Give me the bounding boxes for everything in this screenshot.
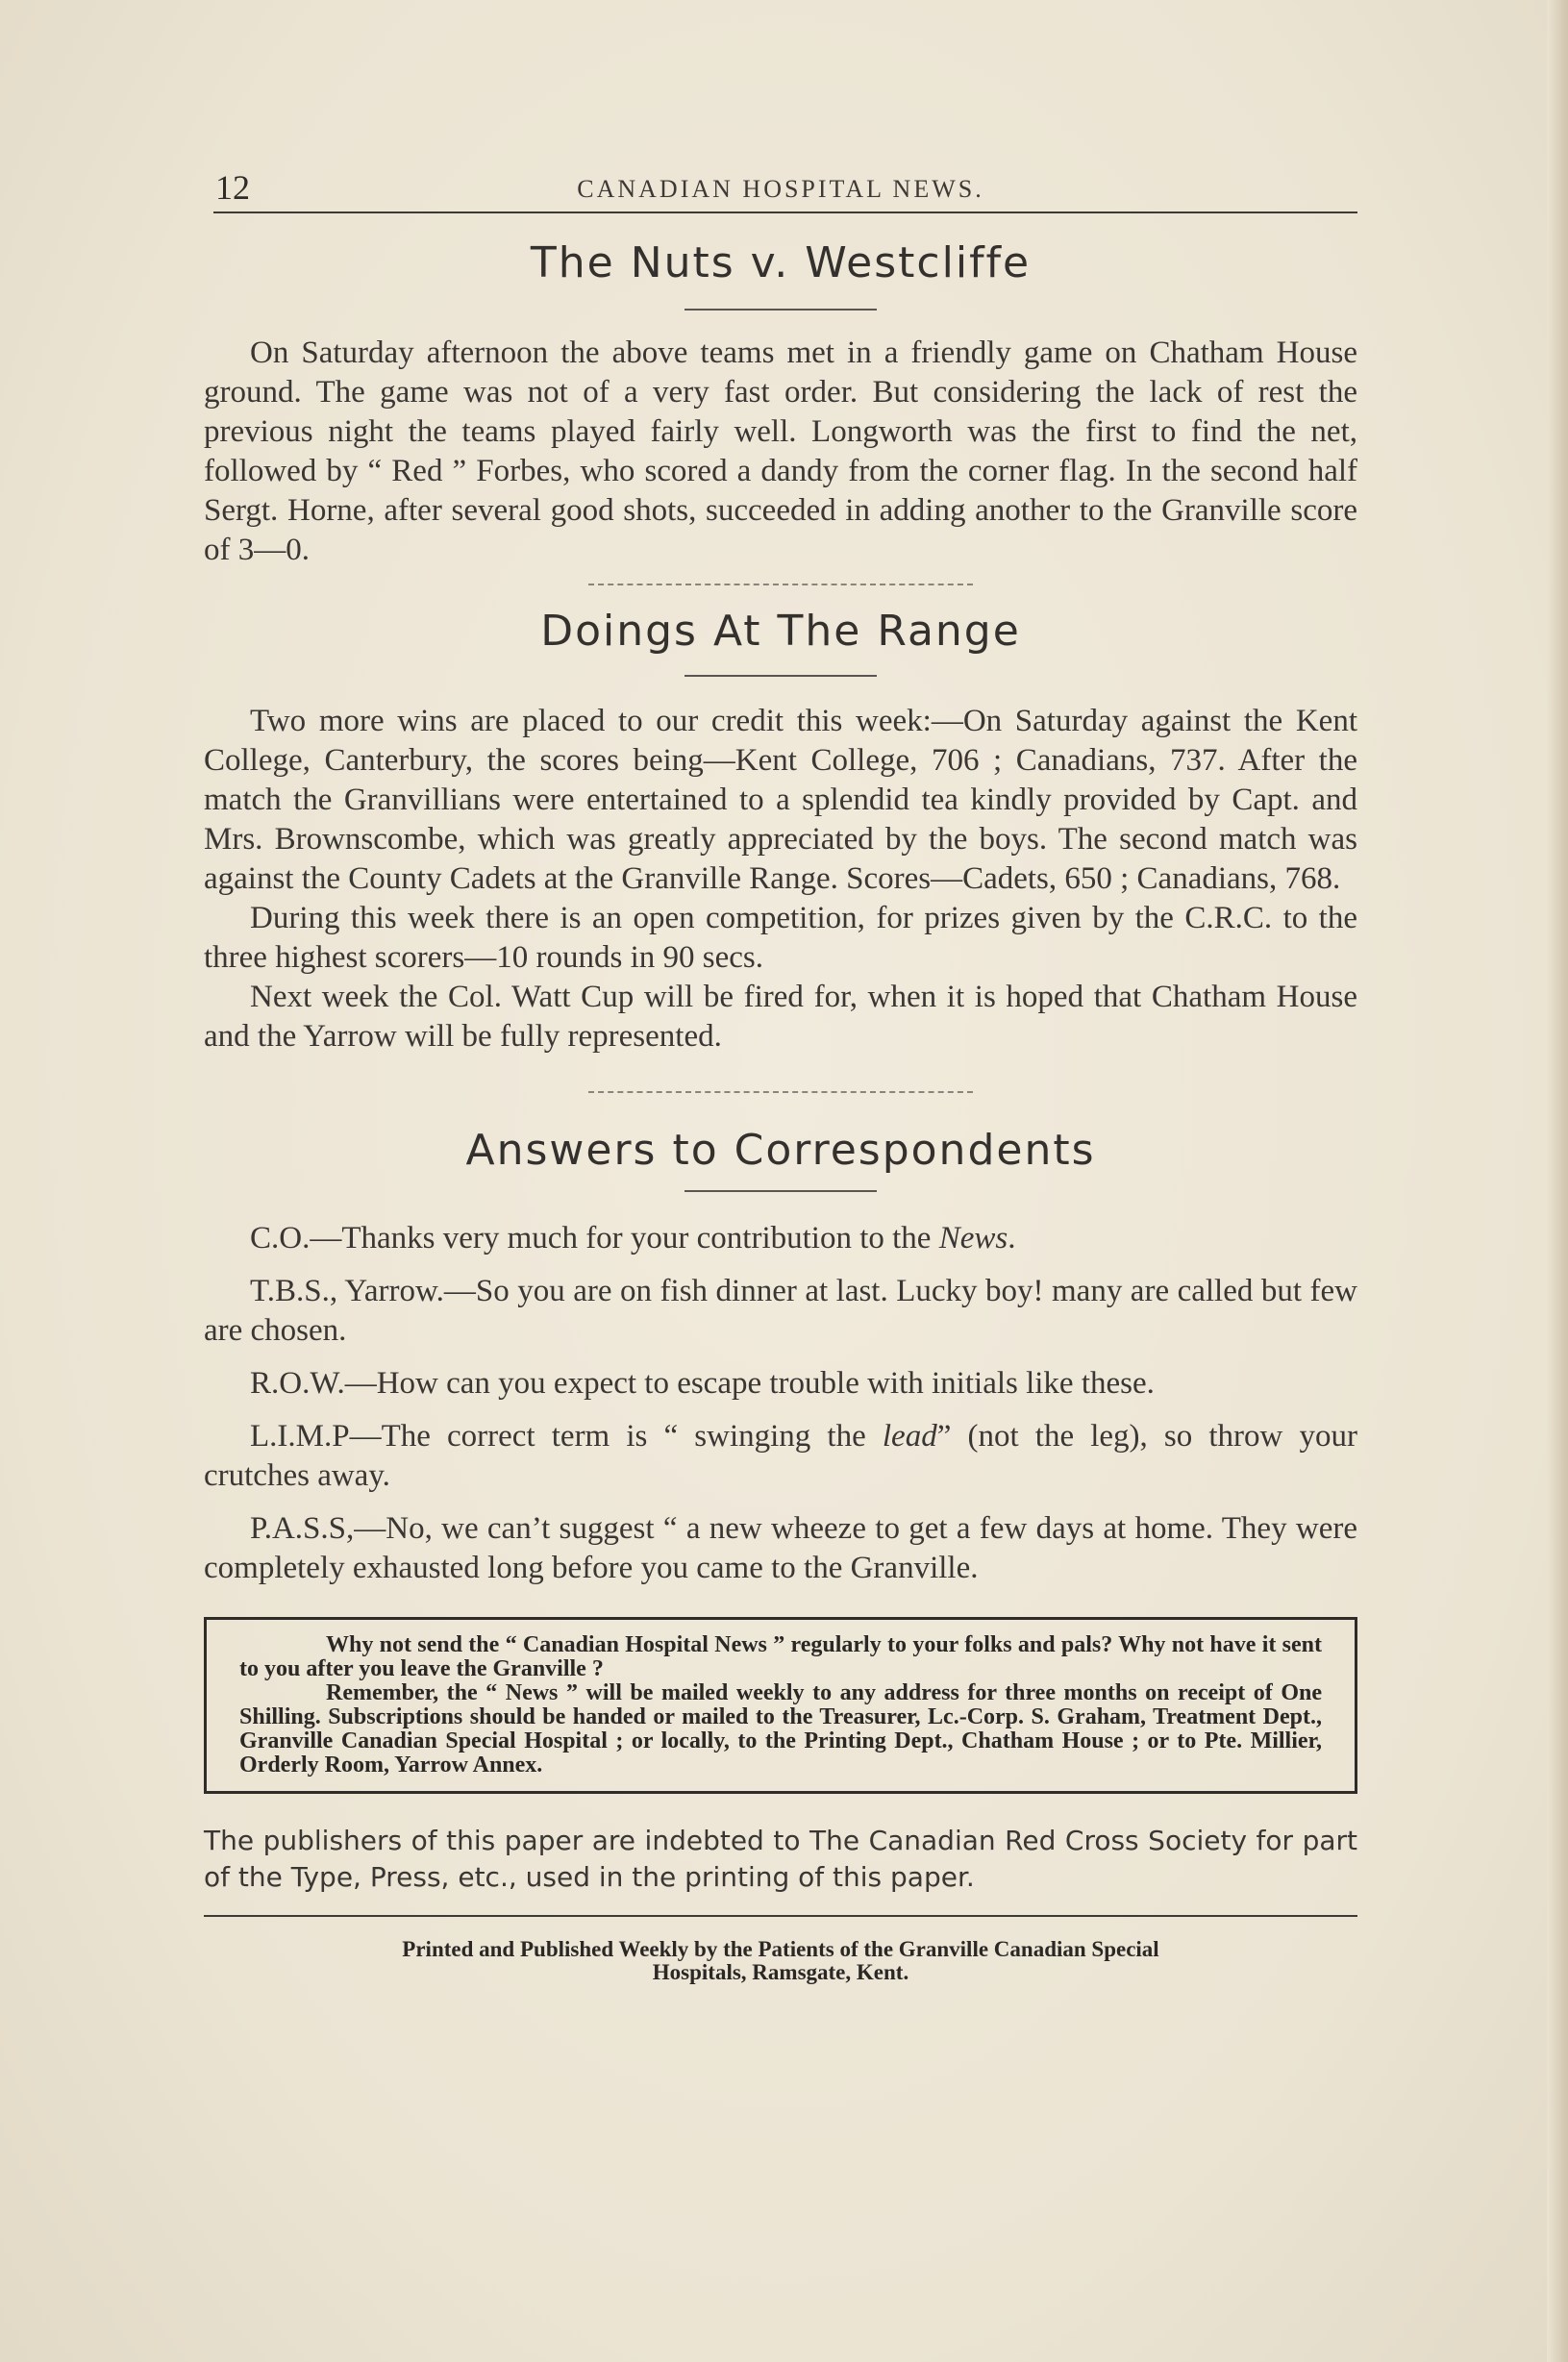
publishers-note: The publishers of this paper are indebted to The Canadian Red Cross Society for part of the Type, Press, etc., used in the printing of this paper.: [204, 1825, 1357, 1893]
article-paragraph: During this week there is an open competition, for prizes given by the C.R.C. to the three highest scorers—10 rounds in 90 secs.: [204, 901, 1357, 975]
section-divider: [588, 1091, 973, 1093]
answer-item: [204, 1364, 1357, 1404]
section-divider: [588, 584, 973, 585]
article-body: On Saturday afternoon the above teams met in a friendly game on Chatham House ground. The game was not of a very fast order. But considering the lack of rest the previous night the teams played fairly well. Longworth was the first to find the net, followed by “ Red ” Forbes, who scored a dandy from the corner flag. In the second half Sergt. Horne, after several good shots, succeeded in adding another to the Granville score of 3—0.: [204, 336, 1357, 567]
answer-item: [204, 1219, 1357, 1258]
answer-text-end: .: [1008, 1221, 1016, 1256]
journal-title: CANADIAN HOSPITAL NEWS.: [577, 175, 984, 203]
answer-text: T.B.S., Yarrow.—So you are on fish dinner at last. Lucky boy! many are called but few are chosen.: [204, 1274, 1357, 1348]
notice-line: Why not send the “ Canadian Hospital News ” regularly to your folks and pals? Why not have it sent to you after you leave the Granville ?: [239, 1632, 1322, 1681]
header-rule: [213, 211, 1357, 213]
article-answers-to-correspondents: [204, 1126, 1357, 1588]
subscription-notice: [204, 1617, 1357, 1794]
page-number: 12: [215, 168, 250, 207]
page-column: [204, 163, 1357, 1984]
title-rule: [684, 675, 877, 677]
imprint: [204, 1938, 1357, 1984]
answer-text-end: ” (not the leg), so throw your crutches away.: [204, 1419, 1357, 1493]
article-doings-at-the-range: [204, 607, 1357, 1057]
article-nuts-v-westcliffe: [204, 238, 1357, 570]
article-paragraph: Two more wins are placed to our credit this week:—On Saturday against the Kent College, Canterbury, the scores being—Kent College, 706 ; Canadians, 737. After the match the Granvillians were entertained to a splendid tea kindly provided by Capt. and Mrs. Brownscombe, which was greatly appreciated by the boys. The second match was against the County Cadets at the Granville Range. Scores—Cadets, 650 ; Canadians, 768.: [204, 704, 1357, 896]
imprint-line: Printed and Published Weekly by the Patients of the Granville Canadian Special: [402, 1937, 1159, 1961]
answer-item: [204, 1417, 1357, 1496]
answer-text: C.O.—Thanks very much for your contribution to the: [250, 1221, 939, 1256]
answer-item: [204, 1272, 1357, 1351]
article-title: Answers to Correspondents: [465, 1126, 1096, 1175]
answer-emphasis: News: [938, 1221, 1008, 1256]
title-rule: [684, 309, 877, 311]
title-rule: [684, 1190, 877, 1192]
answer-text: R.O.W.—How can you expect to escape trouble with initials like these.: [250, 1366, 1155, 1401]
imprint-line: Hospitals, Ramsgate, Kent.: [652, 1960, 909, 1984]
notice-line: Remember, the “ News ” will be mailed weekly to any address for three months on receipt of One Shilling. Subscriptions should be handed or mailed to the Treasurer, Lc.-Corp. S. Graham, Treatment Dept., Granville Canadian Special Hospital ; or locally, to the Printing Dept., Chatham House ; or to Pte. Millier, Orderly Room, Yarrow Annex.: [239, 1680, 1322, 1778]
article-title: The Nuts v. Westcliffe: [530, 238, 1032, 287]
running-head: [204, 163, 1357, 211]
answer-item: [204, 1509, 1357, 1588]
page-edge: [1547, 0, 1568, 2362]
answer-text: L.I.M.P—The correct term is “ swinging the: [250, 1419, 883, 1454]
footer-rule: [204, 1915, 1357, 1917]
article-paragraph: Next week the Col. Watt Cup will be fired for, when it is hoped that Chatham House and the Yarrow will be fully represented.: [204, 980, 1357, 1054]
answer-emphasis: lead: [882, 1419, 937, 1454]
article-title: Doings At The Range: [540, 607, 1021, 656]
answer-text: P.A.S.S,—No, we can’t suggest “ a new wheeze to get a few days at home. They were completely exhausted long before you came to the Granville.: [204, 1511, 1357, 1585]
